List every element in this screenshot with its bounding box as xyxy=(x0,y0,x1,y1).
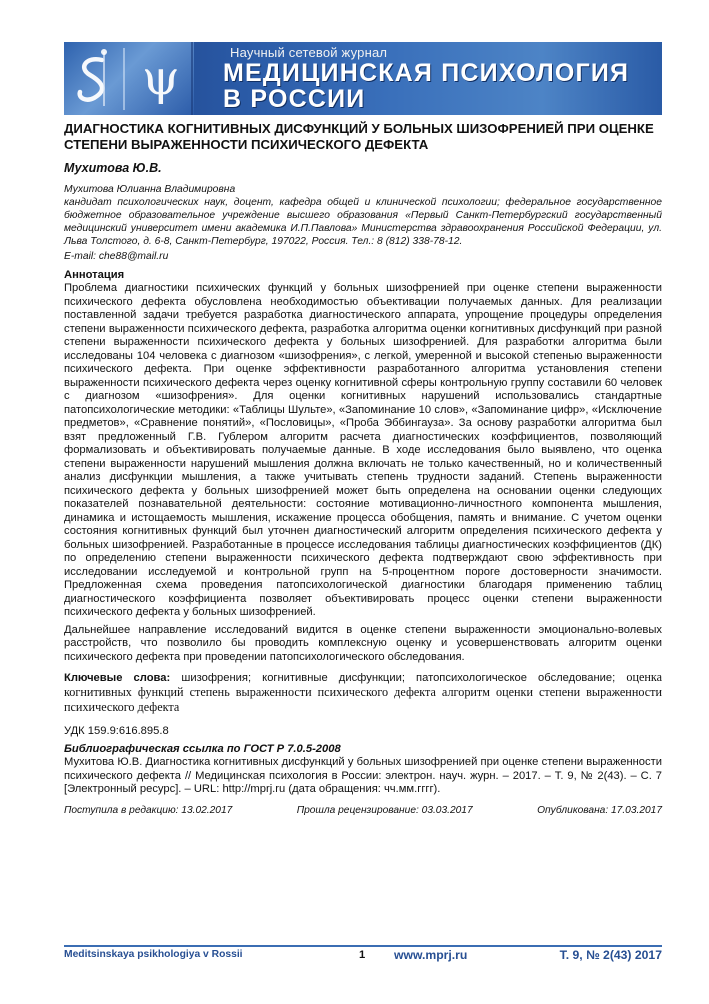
author-affiliation xyxy=(64,183,662,263)
psi-logo-icon: ψ xyxy=(142,50,180,106)
journal-banner xyxy=(64,42,662,115)
keywords-terms-2: оценка когнитивных функций степень выраженности психического дефекта алгоритм оценки степени выраженности психического дефекта xyxy=(64,670,663,714)
footer-journal-name: Meditsinskaya psikhologiya v Rossii xyxy=(64,949,243,960)
keywords xyxy=(64,670,662,715)
footer-divider xyxy=(64,945,662,947)
author-email[interactable]: E-mail: che88@mail.ru xyxy=(64,251,169,262)
keywords-terms-1: шизофрения; когнитивные дисфункции; патопсихологическое обследование; xyxy=(181,672,616,684)
keywords-label: Ключевые слова: xyxy=(64,672,171,684)
author-short-name: Мухитова Ю.В. xyxy=(64,161,162,175)
citation-heading: Библиографическая ссылка по ГОСТ Р 7.0.5-2008 xyxy=(64,743,341,755)
footer-url-link[interactable]: www.mprj.ru xyxy=(394,948,468,962)
article-title: ДИАГНОСТИКА КОГНИТИВНЫХ ДИСФУНКЦИЙ У БОЛЬНЫХ ШИЗОФРЕНИЕЙ ПРИ ОЦЕНКЕ СТЕПЕНИ ВЫРАЖЕННОСТИ ПСИХИЧЕСКОГО ДЕФЕКТА xyxy=(64,121,654,152)
abstract-paragraph-1: Проблема диагностики психических функций у больных шизофренией при оценке степени выраженности психического дефекта обусловлена необходимостью объективации получаемых данных. Для реализации поставленной задачи требуется разработка диагностического аппарата, упрощение процедуры определения степени выраженности психического дефекта, разработка алгоритма оценки когнитивных дисфункций при разной степени выраженности психического дефекта у больных шизофренией. Для разработки алгоритма были исследованы 104 человека с диагнозом «шизофрения», с легкой, умеренной и высокой степенью выраженности психического дефекта. При оценке эффективности разработанного алгоритма установления степени выраженности психического дефекта через оценку когнитивной сферы контрольную группу составили 60 человек с диагнозом «шизофрения». Для оценки когнитивных нарушений использовались стандартные патопсихологические методики: «Таблицы Шульте», «Запоминание 10 слов», «Запоминание цифр», «Исключение предметов», «Сравнение понятий», «Пословицы», «Проба Эббингауза». За основу разработки алгоритма был взят предложенный Г.В. Гублером алгоритм расчета диагностических коэффициентов, позволяющий формализовать и объективировать получаемые данные. В ходе исследования было выявлено, что оценка степени выраженности нарушений мышления должна включать не только качественный, но и количественный анализ дисфункции мышления, а также учитывать степень трудности заданий. Степень выраженности психического дефекта у больных шизофренией может быть определена на основании оценки следующих показателей познавательной деятельности: состояние мотивационно-личностного компонента мышления, динамика и истощаемость мышления, искажение процесса обобщения, память и внимание. С учетом оценки состояния когнитивных функций был уточнен диагностический алгоритм определения психического дефекта у больных шизофренией. Разработанные в процессе исследования таблицы диагностических коэффициентов (ДК) по определению степени выраженности психического дефекта подтверждают свою эффективность при исследовании исследуемой и контрольной групп на 5-процентном пороге достоверности значимости. Предложенная схема проведения патопсихологической диагностики благодаря применению таблиц диагностического коэффициента позволяет объективировать процесс оценки степени выраженности психического дефекта у больных шизофренией. xyxy=(64,282,662,618)
footer-issue: Т. 9, № 2(43) 2017 xyxy=(559,948,662,962)
footer-page-number: 1 xyxy=(359,949,366,961)
udk-code: УДК 159.9:616.895.8 xyxy=(64,725,169,737)
author-full-name: Мухитова Юлианна Владимировна xyxy=(64,184,236,195)
publication-dates xyxy=(64,804,662,817)
date-published: Опубликована: 17.03.2017 xyxy=(537,804,662,816)
article-page xyxy=(64,42,662,817)
author-credentials: кандидат психологических наук, доцент, кафедра общей и клинической психологии; федеральное государственное бюджетное образовательное учреждение высшего образования «Первый Санкт-Петербургский государственный медицинский университет имени академика И.П.Павлова» Министерства здравоохранения Российской Федерации, ул. Льва Толстого, д. 6-8, Санкт-Петербург, 197022, Россия. Тел.: 8 (812) 338-78-12. xyxy=(64,197,662,247)
banner-title-line1: МЕДИЦИНСКАЯ ПСИХОЛОГИЯ xyxy=(223,59,630,87)
abstract-paragraph-2: Дальнейшее направление исследований видится в оценке степени выраженности эмоционально-волевых расстройств, что позволило бы проводить комплексную оценку и усовершенствовать алгоритм оценки психического дефекта при проведении патопсихологического обследования. xyxy=(64,623,662,663)
page-footer xyxy=(64,948,662,964)
banner-journal-label: Научный сетевой журнал xyxy=(230,45,388,60)
date-reviewed: Прошла рецензирование: 03.03.2017 xyxy=(296,804,473,816)
banner-title-line2: В РОССИИ xyxy=(223,85,366,113)
date-received: Поступила в редакцию: 13.02.2017 xyxy=(64,804,233,816)
citation-text: Мухитова Ю.В. Диагностика когнитивных дисфункций у больных шизофренией при оценке степени выраженности психического дефекта // Медицинская психология в России: электрон. науч. журн. – 2017. – Т. 9, № 2(43). – С. 7 [Электронный ресурс]. – URL: http://mprj.ru (дата обращения: чч.мм.гггг). xyxy=(64,756,662,795)
abstract-heading: Аннотация xyxy=(64,269,125,281)
